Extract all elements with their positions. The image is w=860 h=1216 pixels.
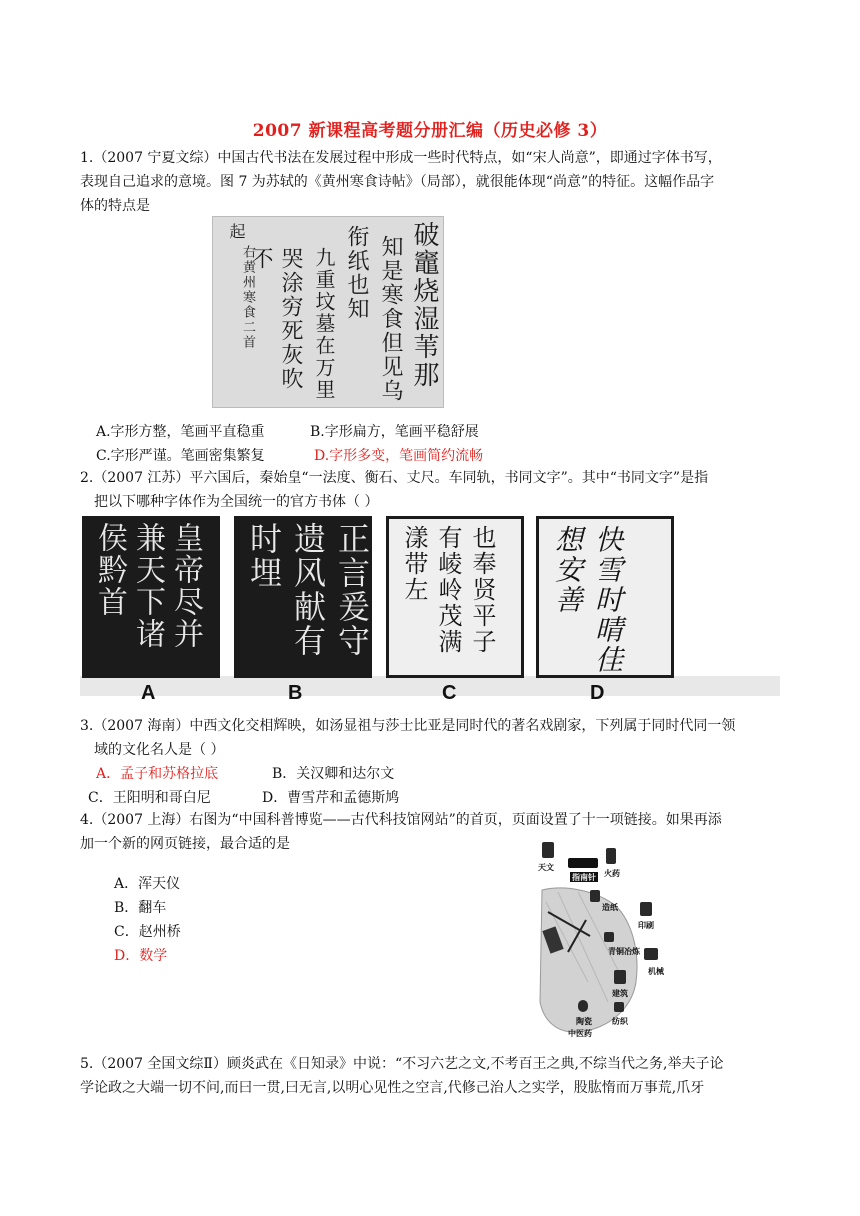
q1-stem-line-2: 表现自己追求的意境。图 7 为苏轼的《黄州寒食诗帖》（局部），就很能体现“尚意”的特征。这幅作品字	[80, 174, 715, 190]
calligraphy-column: 右黄州寒食二首	[240, 245, 255, 350]
huoyao-icon	[606, 848, 616, 864]
map-link-jixie: 机械	[648, 966, 664, 976]
q4-option-d-answer: D．数学	[114, 948, 168, 964]
tile-label-d: D	[590, 682, 605, 704]
map-link-huoyao: 火药	[604, 868, 620, 878]
q3-stem-line-1: 3.（2007 海南）中西文化交相辉映，如汤显祖与莎士比亚是同时代的著名戏剧家，下列属于同时代同一领	[80, 718, 736, 734]
tile-chars: 也奉贤平子有崚岭茂满漾带左	[400, 525, 496, 655]
calligraphy-column: 九重坟墓在万里	[312, 247, 336, 401]
taoci-icon	[578, 1000, 588, 1012]
q3-option-b: B．关汉卿和达尔文	[272, 766, 395, 782]
q1-option-c: C.字形严谨。笔画密集繁复	[96, 448, 265, 464]
page-title: 2007 新课程高考题分册汇编（历史必修 3）	[252, 121, 608, 141]
q1-stem-line-1: 1.（2007 宁夏文综）中国古代书法在发展过程中形成一些时代特点，如“宋人尚意”，即通过字体书写，	[80, 150, 722, 166]
map-link-qingtong: 青铜冶炼	[608, 946, 640, 956]
jixie-icon	[644, 948, 658, 960]
calligraphy-column: 破竈烧湿苇那	[409, 221, 439, 389]
script-tile-regular	[386, 516, 524, 678]
q4-option-b: B．翻车	[114, 900, 167, 916]
map-link-jianzhu: 建筑	[612, 988, 628, 998]
map-link-zaozhi: 造纸	[602, 902, 618, 912]
map-link-zhinanzhen: 指南针	[572, 872, 596, 882]
zaozhi-icon	[590, 890, 600, 902]
q4-option-a: A．浑天仪	[114, 876, 181, 892]
tile-label-b: B	[288, 682, 303, 704]
script-image-strip	[80, 676, 780, 696]
script-tile-clerical	[234, 516, 372, 678]
science-museum-homepage-image	[528, 832, 682, 1040]
fangzhi-icon	[614, 1002, 624, 1012]
calligraphy-column: 知是寒食但见乌	[378, 235, 403, 403]
q4-option-c: C．赵州桥	[114, 924, 181, 940]
tile-label-c: C	[442, 682, 457, 704]
tile-chars: 皇帝尽并兼天下诸侯黔首	[92, 522, 203, 650]
q1-option-b: B.字形扁方，笔画平稳舒展	[310, 424, 479, 440]
q2-stem-line-2: 把以下哪种字体作为全国统一的官方书体（ ）	[94, 494, 379, 510]
tianwen-icon	[542, 842, 554, 858]
calligraphy-image-suzhi	[212, 216, 444, 408]
q3-option-c: C．王阳明和哥白尼	[88, 790, 211, 806]
q3-stem-line-2: 域的文化名人是（ ）	[94, 742, 225, 758]
q5-stem-line-1: 5.（2007 全国文综Ⅱ）顾炎武在《日知录》中说：“不习六艺之文,不考百王之典,不综当代之务,举夫子论	[80, 1056, 724, 1072]
q4-stem-line-2: 加一个新的网页链接，最合适的是	[80, 836, 290, 852]
map-link-taoci: 陶瓷	[576, 1016, 592, 1026]
q1-option-a: A.字形方整，笔画平直稳重	[96, 424, 265, 440]
qingtong-icon	[604, 932, 614, 942]
calligraphy-column: 哭涂穷死灰吹不	[248, 247, 303, 391]
script-tile-seal	[82, 516, 220, 678]
q1-option-d-answer: D.字形多变，笔画简约流畅	[314, 448, 484, 464]
map-link-tianwen: 天文	[538, 862, 554, 872]
zhinanzhen-icon	[568, 858, 598, 868]
calligraphy-column: 衔纸也知	[344, 225, 369, 321]
q4-stem-line-1: 4.（2007 上海）右图为“中国科普博览——古代科技馆网站”的首页，页面设置了十一项链接。如果再添	[80, 812, 722, 828]
q3-option-d: D．曹雪芹和孟德斯鸠	[262, 790, 400, 806]
map-link-fangzhi: 纺织	[612, 1016, 628, 1026]
tile-label-a: A	[141, 682, 156, 704]
map-link-yinshua: 印刷	[638, 920, 654, 930]
q2-stem-line-1: 2.（2007 江苏）平六国后，秦始皇“一法度、衡石、丈尺。车同轨，书同文字”。其中“书同文字”是指	[80, 470, 709, 486]
jianzhu-icon	[614, 970, 626, 984]
q1-stem-line-3: 体的特点是	[80, 198, 150, 214]
map-link-zhongyiyao: 中医药	[568, 1028, 592, 1038]
tile-chars: 正言爰守遗风献有时埋	[245, 522, 371, 658]
calligraphy-column: 起	[227, 223, 246, 241]
q5-stem-line-2: 学论政之大端一切不问,而曰一贯,曰无言,以明心见性之空言,代修己治人之实学，股肱惰而万事荒,爪牙	[80, 1080, 705, 1096]
script-tile-cursive	[536, 516, 674, 678]
tile-chars: 快雪时晴佳想安善	[551, 525, 624, 675]
yinshua-icon	[640, 902, 652, 916]
q3-option-a-answer: A．孟子和苏格拉底	[96, 766, 219, 782]
